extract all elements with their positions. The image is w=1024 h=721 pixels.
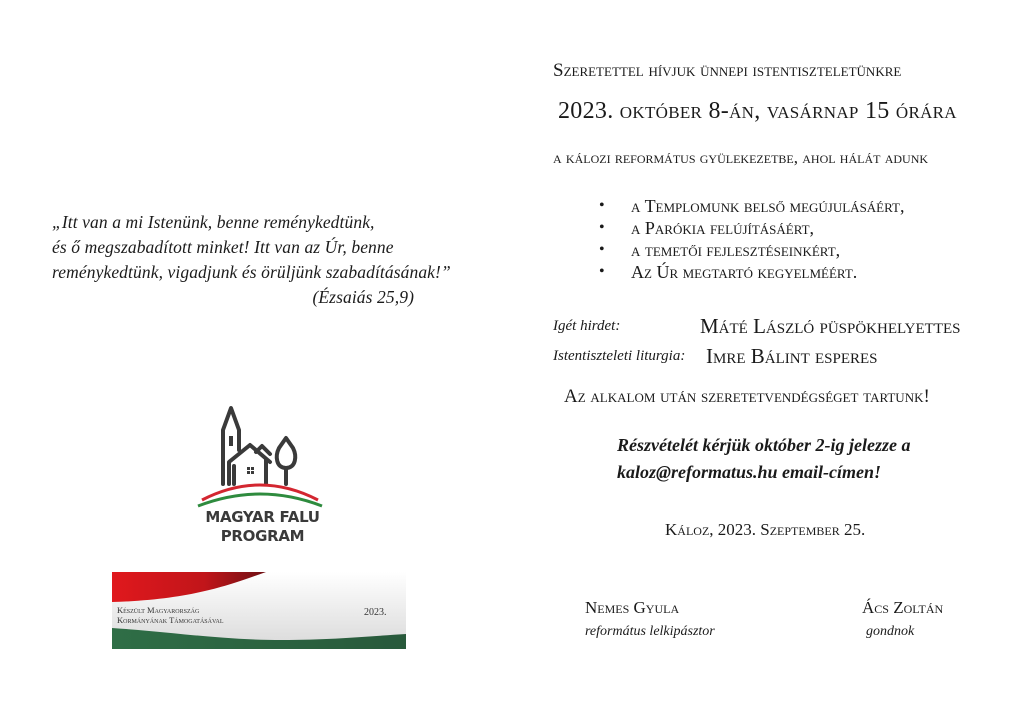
signature-name: Nemes Gyula <box>585 598 680 617</box>
thanks-list-item: • a Templomunk belső megújulásáért, <box>597 195 904 217</box>
after-event-note: Az alkalom után szeretetvendégséget tartunk! <box>564 386 930 407</box>
registration-line: Részvételét kérjük október 2-ig jelezze a <box>617 435 911 455</box>
liturgy-name: Imre Bálint esperes <box>706 344 878 368</box>
village-church-house-tree-icon <box>190 400 330 510</box>
liturgy-label: Istentiszteleti liturgia: <box>553 348 686 364</box>
thanks-list-item: • a Parókia felújításáért, <box>597 217 904 239</box>
thanks-list <box>597 195 904 283</box>
congregation-text: a kálozi református gyülekezetbe, ahol hálát adunk <box>553 148 929 167</box>
preacher-name: Máté László püspökhelyettes <box>700 314 961 338</box>
logo-text-line1: MAGYAR FALU <box>205 508 320 526</box>
banner-year: 2023. <box>364 607 387 618</box>
signature-role: református lelkipásztor <box>585 624 715 639</box>
event-date-time: 2023. október 8-án, vasárnap 15 órára <box>558 98 957 124</box>
signature-name: Ács Zoltán <box>862 598 944 617</box>
logo-text-line2: PROGRAM <box>220 527 305 545</box>
quote-line: reménykedtünk, vigadjunk és örüljünk szabadításának!” <box>52 262 451 282</box>
logo-wordmark <box>180 508 345 546</box>
banner-caption-line2: Kormányának Támogatásával <box>117 615 224 625</box>
thanks-list-item: • a temetői fejlesztéseinkért, <box>597 239 904 261</box>
banner-caption-line1: Készült Magyarország <box>117 605 200 615</box>
registration-email-line: kaloz@reformatus.hu email-címen! <box>617 462 881 482</box>
banner-caption <box>117 605 224 625</box>
quote-reference: (Ézsaiás 25,9) <box>312 287 414 307</box>
quote-line: „Itt van a mi Istenünk, benne reménykedtünk, <box>52 212 375 232</box>
invitation-intro: Szeretettel hívjuk ünnepi istentiszteletünkre <box>553 60 902 81</box>
thanks-list-item: • Az Úr megtartó kegyelméért. <box>597 261 904 283</box>
registration-note <box>617 432 937 486</box>
quote-line: és ő megszabadított minket! Itt van az Úr, benne <box>52 237 394 257</box>
bible-quote <box>52 210 472 310</box>
preacher-label: Igét hirdet: <box>553 318 621 334</box>
place-and-date: Káloz, 2023. Szeptember 25. <box>665 520 866 539</box>
signature-role: gondnok <box>866 624 915 639</box>
